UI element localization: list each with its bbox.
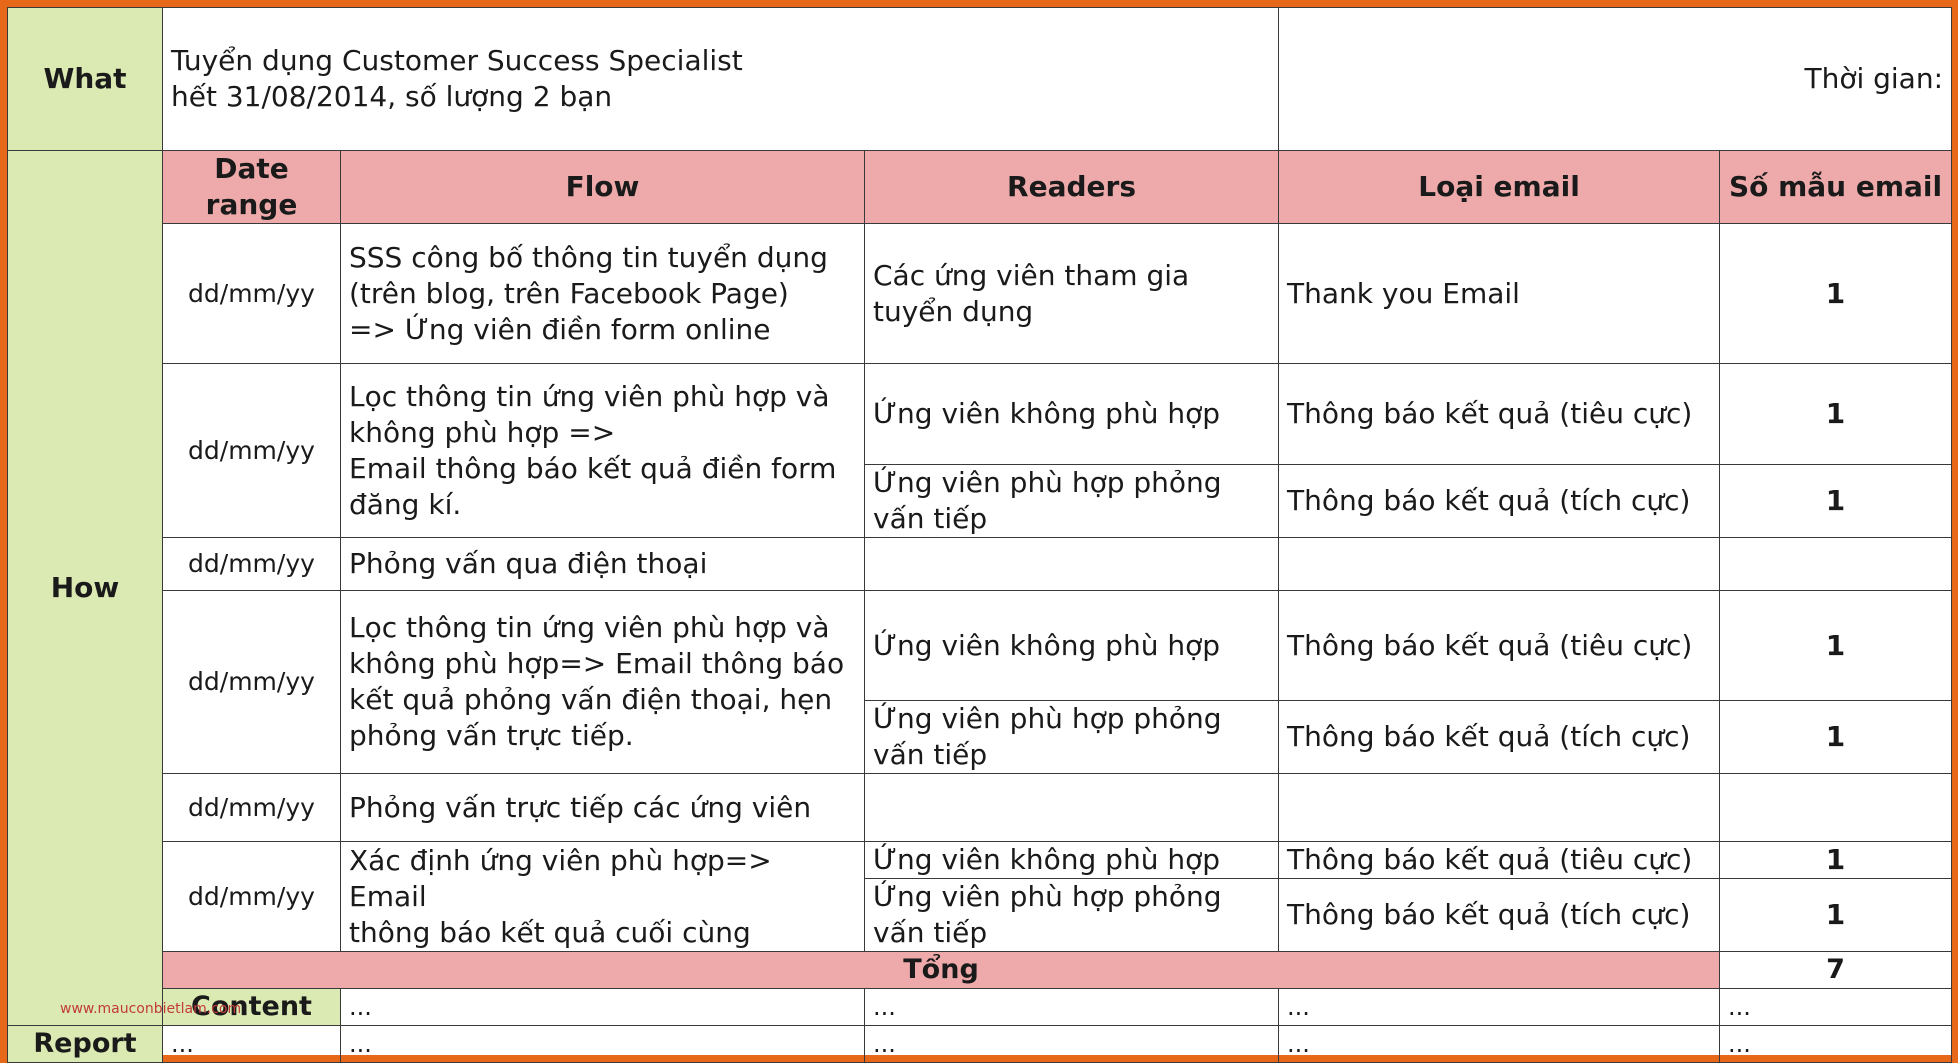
reader-cell: Ứng viên không phù hợp: [865, 842, 1279, 879]
count-cell: 1: [1720, 364, 1952, 465]
header-readers: Readers: [865, 151, 1279, 224]
spreadsheet-frame: [7, 7, 1951, 1059]
email-type-cell: Thông báo kết quả (tích cực): [1279, 701, 1720, 774]
total-label: Tổng: [163, 952, 1720, 989]
flow-cell: SSS công bố thông tin tuyển dụng (trên blog, trên Facebook Page) => Ứng viên điền form online: [341, 224, 865, 364]
what-label: What: [8, 8, 163, 151]
reader-cell: Ứng viên không phù hợp: [865, 364, 1279, 465]
flow-cell: Lọc thông tin ứng viên phù hợp và không phù hợp => Email thông báo kết quả điền form đăng kí.: [341, 364, 865, 538]
report-cell: ...: [1720, 1026, 1952, 1063]
reader-cell: Ứng viên không phù hợp: [865, 591, 1279, 701]
table-row: [8, 224, 1952, 364]
total-row: [8, 952, 1952, 989]
header-flow: Flow: [341, 151, 865, 224]
report-cell: ...: [865, 1026, 1279, 1063]
content-label: Content: [163, 989, 341, 1026]
header-email-type: Loại email: [1279, 151, 1720, 224]
date-cell: dd/mm/yy: [163, 774, 341, 842]
report-cell: ...: [1279, 1026, 1720, 1063]
email-type-cell: Thank you Email: [1279, 224, 1720, 364]
header-template-count: Số mẫu email: [1720, 151, 1952, 224]
table-row: [8, 591, 1952, 701]
email-type-cell: Thông báo kết quả (tiêu cực): [1279, 591, 1720, 701]
email-type-cell: Thông báo kết quả (tiêu cực): [1279, 364, 1720, 465]
how-label: How: [8, 151, 163, 1026]
email-type-cell: Thông báo kết quả (tích cực): [1279, 879, 1720, 952]
watermark-text: www.mauconbietlam.com: [60, 1001, 242, 1017]
table-row: [8, 774, 1952, 842]
report-label: Report: [8, 1026, 163, 1063]
date-cell: dd/mm/yy: [163, 591, 341, 774]
report-row: [8, 1026, 1952, 1063]
date-cell: dd/mm/yy: [163, 842, 341, 952]
header-date-range: Date range: [163, 151, 341, 224]
flow-cell: Lọc thông tin ứng viên phù hợp và không phù hợp=> Email thông báo kết quả phỏng vấn điện thoại, hẹn phỏng vấn trực tiếp.: [341, 591, 865, 774]
content-cell: ...: [1279, 989, 1720, 1026]
reader-cell: Ứng viên phù hợp phỏng vấn tiếp: [865, 465, 1279, 538]
reader-cell: [865, 538, 1279, 591]
count-cell: 1: [1720, 879, 1952, 952]
table-row: [8, 364, 1952, 465]
table-row: [8, 538, 1952, 591]
count-cell: 1: [1720, 842, 1952, 879]
email-plan-table: [7, 7, 1952, 1063]
count-cell: 1: [1720, 224, 1952, 364]
what-description: [163, 8, 1279, 151]
email-type-cell: Thông báo kết quả (tiêu cực): [1279, 842, 1720, 879]
email-type-cell: [1279, 538, 1720, 591]
content-cell: ...: [341, 989, 865, 1026]
flow-cell: Xác định ứng viên phù hợp=> Email thông báo kết quả cuối cùng: [341, 842, 865, 952]
report-cell: ...: [163, 1026, 341, 1063]
content-cell: ...: [1720, 989, 1952, 1026]
report-cell: ...: [341, 1026, 865, 1063]
what-row: [8, 8, 1952, 151]
content-cell: ...: [865, 989, 1279, 1026]
what-line-2: hết 31/08/2014, số lượng 2 bạn: [171, 80, 613, 113]
count-cell: 1: [1720, 465, 1952, 538]
content-row: [8, 989, 1952, 1026]
table-row: [8, 842, 1952, 879]
count-cell: 1: [1720, 701, 1952, 774]
email-type-cell: Thông báo kết quả (tích cực): [1279, 465, 1720, 538]
date-cell: dd/mm/yy: [163, 364, 341, 538]
reader-cell: Ứng viên phù hợp phỏng vấn tiếp: [865, 879, 1279, 952]
reader-cell: [865, 774, 1279, 842]
time-label: Thời gian:: [1279, 8, 1952, 151]
count-cell: [1720, 774, 1952, 842]
flow-cell: Phỏng vấn trực tiếp các ứng viên: [341, 774, 865, 842]
count-cell: 1: [1720, 591, 1952, 701]
count-cell: [1720, 538, 1952, 591]
date-cell: dd/mm/yy: [163, 538, 341, 591]
reader-cell: Ứng viên phù hợp phỏng vấn tiếp: [865, 701, 1279, 774]
total-value: 7: [1720, 952, 1952, 989]
date-cell: dd/mm/yy: [163, 224, 341, 364]
email-type-cell: [1279, 774, 1720, 842]
header-row: [8, 151, 1952, 224]
flow-cell: Phỏng vấn qua điện thoại: [341, 538, 865, 591]
reader-cell: Các ứng viên tham gia tuyển dụng: [865, 224, 1279, 364]
what-line-1: Tuyển dụng Customer Success Specialist: [171, 44, 743, 77]
